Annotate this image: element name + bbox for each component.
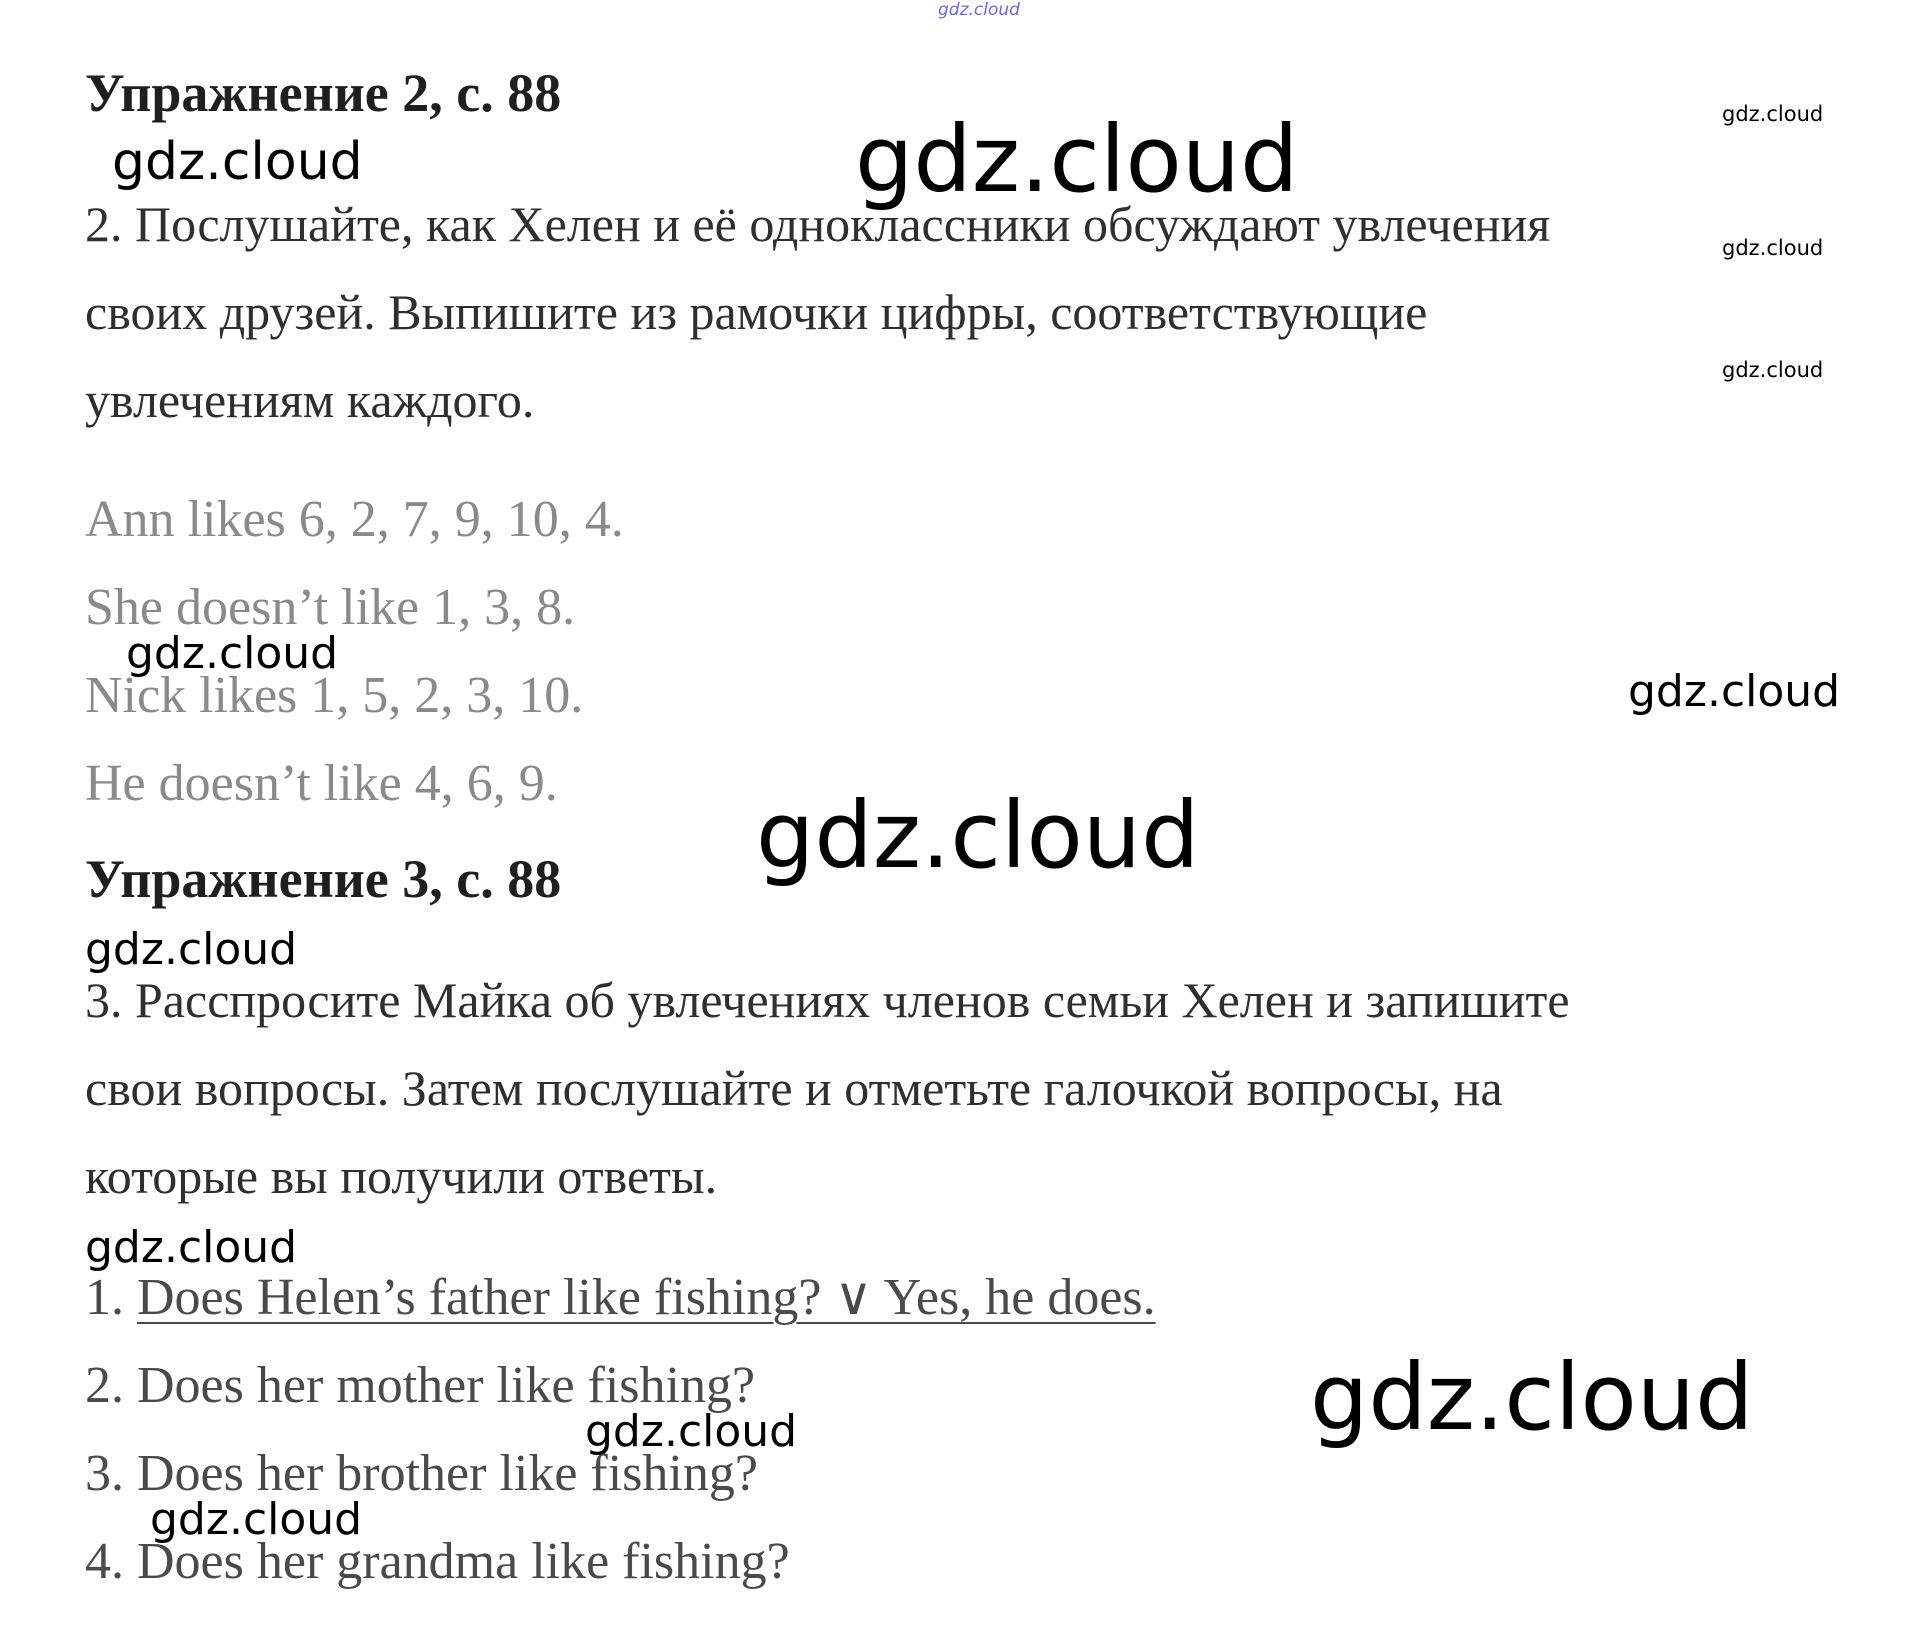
question-text: Does her brother like fishing?: [137, 1445, 758, 1502]
question-number: 3.: [85, 1445, 124, 1502]
watermark: gdz.cloud: [938, 0, 1020, 20]
answer-line: Ann likes 6, 2, 7, 9, 10, 4.: [85, 491, 624, 548]
watermark: gdz.cloud: [585, 1406, 798, 1457]
watermark: gdz.cloud: [1628, 666, 1841, 717]
question-number: 1.: [85, 1269, 124, 1326]
watermark: gdz.cloud: [1722, 102, 1824, 126]
watermark: gdz.cloud: [112, 132, 363, 192]
answer-line: He doesn’t like 4, 6, 9.: [85, 755, 558, 812]
watermark: gdz.cloud: [85, 924, 298, 975]
question-text: Does her grandma like fishing?: [137, 1533, 790, 1590]
task-line: свои вопросы. Затем послушайте и отметьте галочкой вопросы, на: [85, 1060, 1503, 1116]
question-text: Does Helen’s father like fishing? ∨ Yes, he does.: [137, 1269, 1156, 1326]
watermark: gdz.cloud: [855, 106, 1299, 213]
watermark: gdz.cloud: [1310, 1344, 1754, 1451]
answer-line: She doesn’t like 1, 3, 8.: [85, 579, 576, 636]
watermark: gdz.cloud: [126, 628, 339, 679]
exercise-2-heading: Упражнение 2, с. 88: [85, 63, 562, 123]
task-line: 3. Расспросите Майка об увлечениях членов семьи Хелен и запишите: [85, 972, 1570, 1028]
watermark: gdz.cloud: [1722, 358, 1824, 382]
question-text: Does her mother like fishing?: [137, 1357, 756, 1414]
task-line: 2. Послушайте, как Хелен и её одноклассники обсуждают увлечения: [85, 196, 1551, 252]
task-line: своих друзей. Выпишите из рамочки цифры, соответствующие: [85, 284, 1428, 340]
exercise-3-task: [85, 956, 1845, 1220]
watermark: gdz.cloud: [1722, 236, 1824, 260]
watermark: gdz.cloud: [150, 1494, 363, 1545]
answer-line: Nick likes 1, 5, 2, 3, 10.: [85, 667, 584, 724]
question-number: 4.: [85, 1533, 124, 1590]
task-line: увлечениям каждого.: [85, 372, 535, 428]
watermark: gdz.cloud: [85, 1222, 298, 1273]
exercise-2-task: [85, 180, 1845, 444]
cut-off-text: [85, 0, 97, 23]
watermark: gdz.cloud: [756, 782, 1200, 889]
exercise-3-heading: Упражнение 3, с. 88: [85, 849, 562, 909]
question-number: 2.: [85, 1357, 124, 1414]
task-line: которые вы получили ответы.: [85, 1148, 718, 1204]
